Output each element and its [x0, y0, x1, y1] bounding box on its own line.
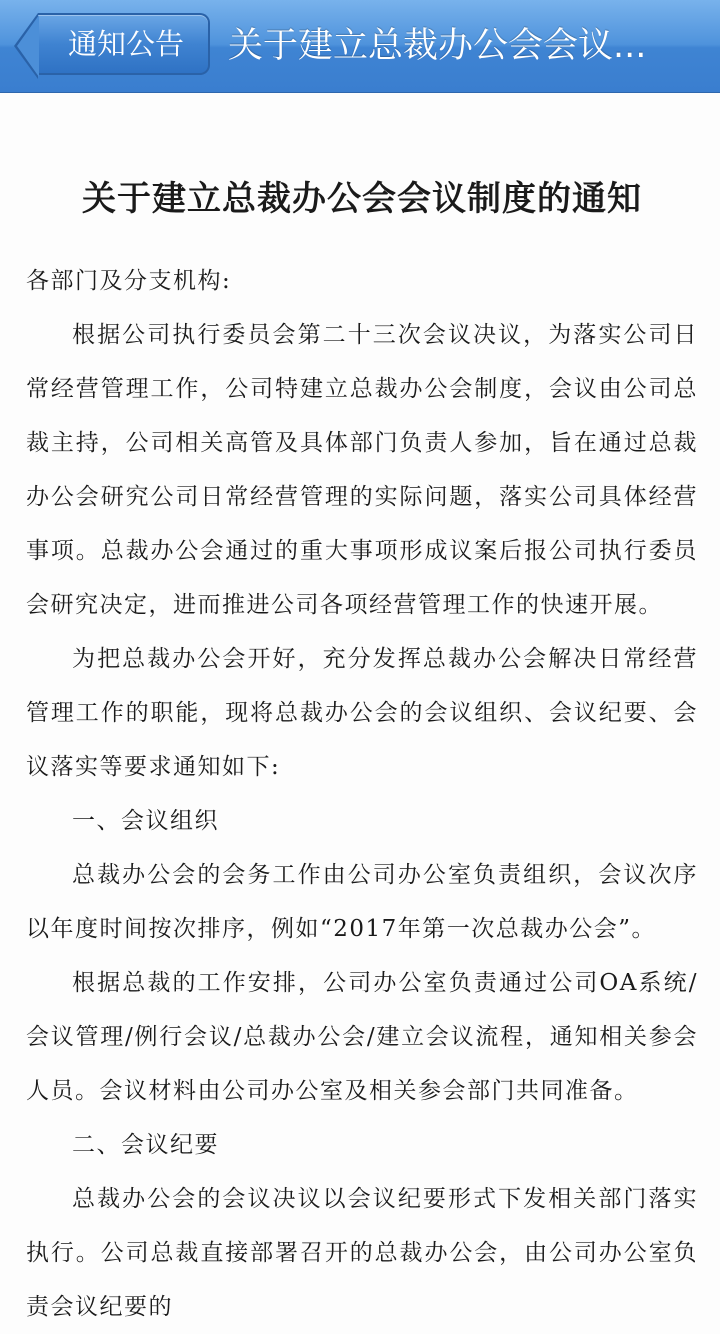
paragraph-purpose: 为把总裁办公会开好，充分发挥总裁办公会解决日常经营管理工作的职能，现将总裁办公会的会议组织、会议纪要、会议落实等要求通知如下: [26, 646, 698, 780]
back-button[interactable] [38, 13, 210, 75]
page-title: 关于建立总裁办公会会议... [228, 26, 647, 66]
paragraph-minutes: 总裁办公会的会议决议以会议纪要形式下发相关部门落实执行。公司总裁直接部署召开的总裁办公会，由公司办公室负责会议纪要的 [26, 1186, 698, 1320]
section-heading-organization: 一、会议组织 [72, 808, 219, 834]
paragraph-organization-2: 根据总裁的工作安排，公司办公室负责通过公司OA系统/会议管理/例行会议/总裁办公会/建立会议流程，通知相关参会人员。会议材料由公司办公室及相关参会部门共同准备。 [26, 970, 698, 1104]
salutation: 各部门及分支机构: [26, 268, 232, 294]
paragraph-intro: 根据公司执行委员会第二十三次会议决议，为落实公司日常经营管理工作，公司特建立总裁办公会制度，会议由公司总裁主持，公司相关高管及具体部门负责人参加，旨在通过总裁办公会研究公司日常经营管理的实际问题，落实公司具体经营事项。总裁办公会通过的重大事项形成议案后报公司执行委员会研究决定，进而推进公司各项经营管理工作的快速开展。 [26, 322, 698, 618]
paragraph-organization-1: 总裁办公会的会务工作由公司办公室负责组织，会议次序以年度时间按次排序，例如“2017年第一次总裁办公会”。 [26, 862, 698, 942]
section-heading-minutes: 二、会议纪要 [72, 1132, 219, 1158]
document-title: 关于建立总裁办公会会议制度的通知 [82, 179, 642, 219]
article-content [0, 93, 720, 1320]
back-button-label: 通知公告 [68, 27, 185, 61]
back-arrow-icon [14, 13, 38, 79]
navigation-bar [0, 0, 720, 93]
